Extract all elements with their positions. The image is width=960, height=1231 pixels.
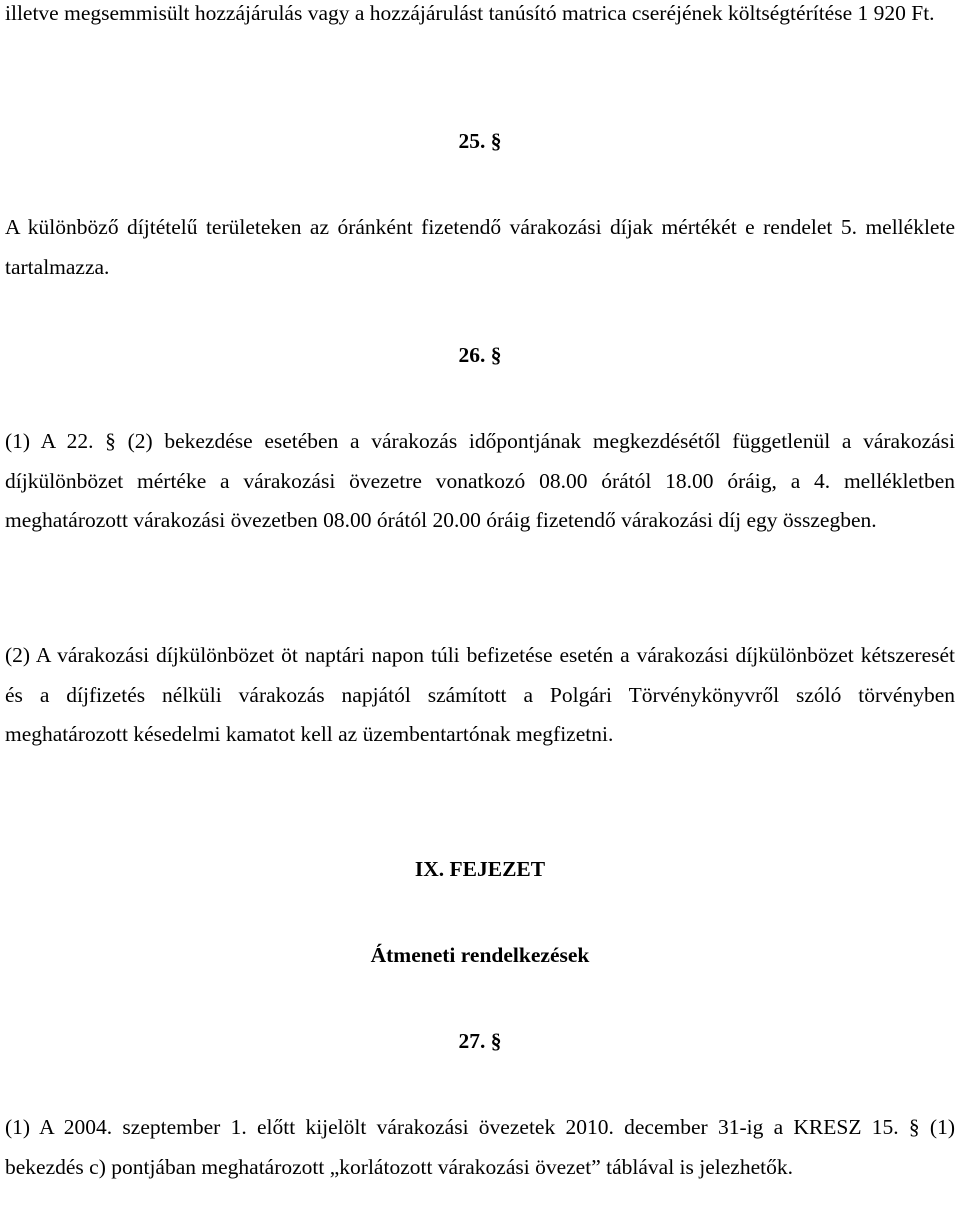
paragraph-section-25: A különböző díjtételű területeken az óránként fizetendő várakozási díjak mértékét e rendelet 5. melléklete tartalmazza. [5,215,955,279]
section-heading-26: 26. § [458,343,502,367]
paragraph-continuation: illetve megsemmisült hozzájárulás vagy a hozzájárulást tanúsító matrica cseréjének költségtérítése 1 920 Ft. [5,1,935,25]
section-heading-27: 27. § [458,1029,502,1053]
paragraph-section-27-1: (1) A 2004. szeptember 1. előtt kijelölt várakozási övezetek 2010. december 31-ig a KRESZ 15. § (1) bekezdés c) pontjában meghatározott „korlátozott várakozási övezet” táblával is jelezhetők. [5,1115,955,1179]
section-heading-25: 25. § [458,129,502,153]
chapter-title: Átmeneti rendelkezések [370,943,590,967]
paragraph-section-26-1: (1) A 22. § (2) bekezdése esetében a várakozás időpontjának megkezdésétől függetlenül a várakozási díjkülönbözet mértéke a várakozási övezetre vonatkozó 08.00 órától 18.00 óráig, a 4. mellékletben meghatározott várakozási övezetben 08.00 órától 20.00 óráig fizetendő várakozási díj egy összegben. [5,429,955,532]
paragraph-section-26-2: (2) A várakozási díjkülönbözet öt naptári napon túli befizetése esetén a várakozási díjkülönbözet kétszeresét és a díjfizetés nélküli várakozás napjától számított a Polgári Törvénykönyvről szóló törvényben meghatározott késedelmi kamatot kell az üzembentartónak megfizetni. [5,643,955,746]
chapter-heading: IX. FEJEZET [414,857,546,881]
